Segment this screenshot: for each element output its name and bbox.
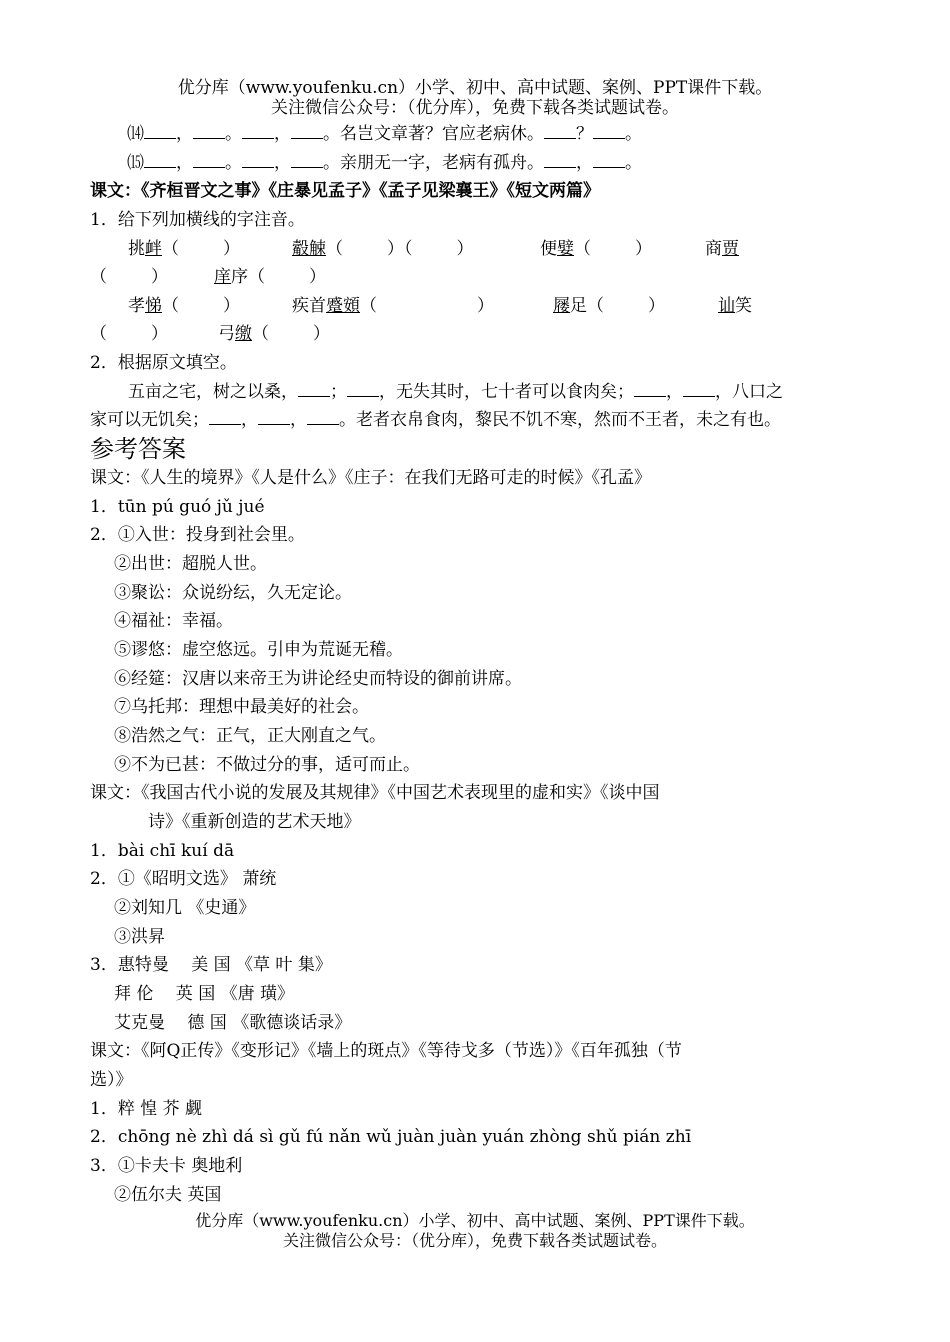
answer-3-1: 1．粹 惶 芥 觑 (90, 1099, 203, 1119)
blank[interactable] (634, 381, 666, 397)
blank[interactable] (593, 152, 625, 168)
answer-item: ⑥经筵：汉唐以来帝王为讲论经史而特设的御前讲席。 (114, 669, 522, 689)
word-tiaoxin: 挑衅（ ） (128, 239, 240, 259)
answer-2-3c: 艾克曼 德 国 《歌德谈话录》 (114, 1013, 352, 1033)
blank[interactable] (242, 123, 274, 139)
answer-2-1: 1．bài chī kuí dā (90, 841, 235, 861)
passage-line-2: 家可以无饥矣； ， ， 。老者衣帛食肉，黎民不饥不寒，然而不王者，未之有也。 (90, 410, 781, 430)
answer-2-2: 2．①《昭明文选》 萧统 (90, 869, 277, 889)
answer-2-3b: 拜 伦 英 国 《唐 璜》 (114, 984, 295, 1004)
fill-question-15: ⒂ ， 。 ， 。亲朋无一字，老病有孤舟。 ， 。 (127, 153, 642, 173)
answer-item: ③聚讼：众说纷纭，久无定论。 (114, 583, 352, 603)
question-1: 1．给下列加横线的字注音。 (90, 210, 305, 230)
blank[interactable] (298, 381, 330, 397)
word-juzu: 屦足（ ） (553, 296, 665, 316)
blank[interactable] (544, 152, 576, 168)
blank[interactable] (193, 123, 225, 139)
paren-shanxiao: （ ） (90, 324, 168, 344)
word-husu: 觳觫（ ）（ ） (292, 239, 474, 259)
answer-2-2b: ②刘知几 《史通》 (114, 898, 256, 918)
blank[interactable] (144, 152, 176, 168)
blank[interactable] (683, 381, 715, 397)
header-line-1: 优分库（www.youfenku.cn）小学、初中、高中试题、案例、PPT课件下载。 (177, 78, 773, 98)
answer-section-3-title: 课文：《阿Q正传》《变形记》《墙上的斑点》《等待戈多（节选）》《百年孤独（节 (90, 1041, 682, 1061)
answer-2-2c: ③洪昇 (114, 927, 165, 947)
blank[interactable] (347, 381, 379, 397)
blank[interactable] (242, 152, 274, 168)
answer-2-3: 3．惠特曼 美 国 《草 叶 集》 (90, 955, 332, 975)
answers-heading: 参考答案 (90, 435, 186, 463)
word-shanxiao: 讪笑 (718, 296, 752, 316)
answer-item: ⑨不为已甚：不做过分的事，适可而止。 (114, 755, 420, 775)
blank[interactable] (544, 123, 576, 139)
blank[interactable] (307, 409, 339, 425)
answer-section-3-title-cont: 选）》 (90, 1070, 133, 1090)
answer-item: ⑦乌托邦：理想中最美好的社会。 (114, 697, 369, 717)
blank[interactable] (593, 123, 625, 139)
answer-3-2: 2．chōng nè zhì dá sì gǔ fú nǎn wǔ juàn juàn yuán zhòng shǔ pián zhī (90, 1127, 692, 1147)
word-xiangxu: 庠序（ ） (214, 267, 326, 287)
blank[interactable] (144, 123, 176, 139)
lesson-title: 课文：《齐桓晋文之事》《庄暴见孟子》《孟子见梁襄王》《短文两篇》 (90, 181, 600, 201)
answer-3-3: 3．①卡夫卡 奥地利 (90, 1156, 243, 1176)
word-xiaoti: 孝悌（ ） (128, 296, 240, 316)
answer-item: ②出世：超脱人世。 (114, 554, 267, 574)
answer-section-1-title: 课文：《人生的境界》《人是什么》《庄子：在我们无路可走的时候》《孔孟》 (90, 468, 651, 488)
fill-question-14: ⒁ ， 。 ， 。名岂文章著？官应老病休。 ？ 。 (127, 124, 642, 144)
word-gongzhuo: 弓缴（ ） (218, 324, 330, 344)
passage-line-1: 五亩之宅，树之以桑， ； ，无失其时，七十者可以食肉矣； ， ，八口之 (128, 382, 783, 402)
word-shanggu: 商贾 (705, 239, 739, 259)
header-line-2: 关注微信公众号：（优分库），免费下载各类试题试卷。 (271, 98, 679, 118)
answer-section-2-title-cont: 诗》《重新创造的艺术天地》 (148, 812, 361, 832)
blank[interactable] (291, 123, 323, 139)
answer-item: ⑧浩然之气：正气，正大刚直之气。 (114, 726, 386, 746)
blank[interactable] (209, 409, 241, 425)
footer-line-1: 优分库（www.youfenku.cn）小学、初中、高中试题、案例、PPT课件下载。 (195, 1211, 755, 1230)
blank[interactable] (193, 152, 225, 168)
paren-shanggu: （ ） (90, 267, 168, 287)
blank[interactable] (258, 409, 290, 425)
footer-line-2: 关注微信公众号：（优分库），免费下载各类试题试卷。 (282, 1231, 667, 1250)
answer-section-2-title: 课文：《我国古代小说的发展及其规律》《中国艺术表现里的虚和实》《谈中国 (90, 783, 660, 803)
answer-1-2: 2．①入世：投身到社会里。 (90, 525, 305, 545)
answer-3-3b: ②伍尔夫 英国 (114, 1185, 222, 1205)
word-pianbi: 便嬖（ ） (540, 239, 652, 259)
word-cue: 疾首蹙頞（ ） (292, 296, 494, 316)
answer-1-1: 1．tūn pú guó jǔ jué (90, 497, 265, 517)
answer-item: ④福祉：幸福。 (114, 611, 233, 631)
blank[interactable] (291, 152, 323, 168)
answer-item: ⑤谬悠：虚空悠远。引申为荒诞无稽。 (114, 640, 403, 660)
question-2: 2．根据原文填空。 (90, 353, 237, 373)
